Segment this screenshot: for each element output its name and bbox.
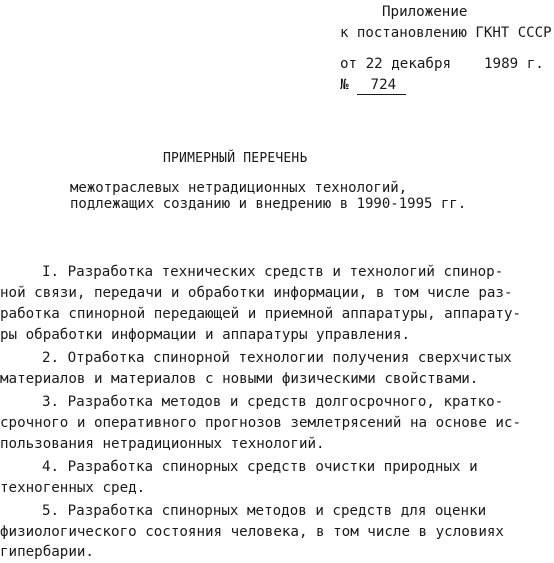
item-5-line-2: физиологического состояния человека, в том числе в условиях <box>0 524 504 540</box>
item-5-line-3: гипербарии. <box>0 544 94 560</box>
resolution-number <box>340 75 406 96</box>
number-sign: № <box>340 77 349 93</box>
item-5-line-1: 5. Разработка спинорных методов и средств для оценки <box>42 503 487 519</box>
document-subtitle-line-2: подлежащих созданию и внедрению в 1990-1995 гг. <box>70 196 467 212</box>
resolution-date: от 22 декабря <box>340 56 452 72</box>
resolution-year: 1989 г. <box>484 56 544 72</box>
resolution-reference: к постановлению ГКНТ СССР <box>340 25 552 41</box>
appendix-label: Приложение <box>382 4 468 20</box>
item-3-line-1: 3. Разработка методов и средств долгосрочного, кратко- <box>42 394 504 410</box>
document-title: ПРИМЕРНЫЙ ПЕРЕЧЕНЬ <box>163 151 308 166</box>
item-3-line-3: пользования нетрадиционных технологий. <box>0 436 325 452</box>
item-3-line-2: срочного и оперативного прогнозов землетрясений на основе ис- <box>0 415 522 431</box>
item-1-line-3: работка спинорной передающей и приемной аппаратуры, аппарату- <box>0 306 522 322</box>
number-value: 724 <box>357 77 407 95</box>
item-2-line-1: 2. Отработка спинорной технологии получения сверхчистых <box>42 350 512 366</box>
item-1-line-2: ной связи, передачи и обработки информации, в том числе раз- <box>0 285 513 301</box>
item-4-line-2: техногенных сред. <box>0 480 146 496</box>
item-4-line-1: 4. Разработка спинорных средств очистки природных и <box>42 459 478 475</box>
item-1-line-4: ры обработки информации и аппаратуры управления. <box>0 327 410 343</box>
document-subtitle-line-1: межотраслевых нетрадиционных технологий, <box>70 180 408 196</box>
item-1-line-1: I. Разработка технических средств и технологий спинор- <box>42 264 504 280</box>
item-2-line-2: материалов и материалов с новыми физическими свойствами. <box>0 371 479 387</box>
